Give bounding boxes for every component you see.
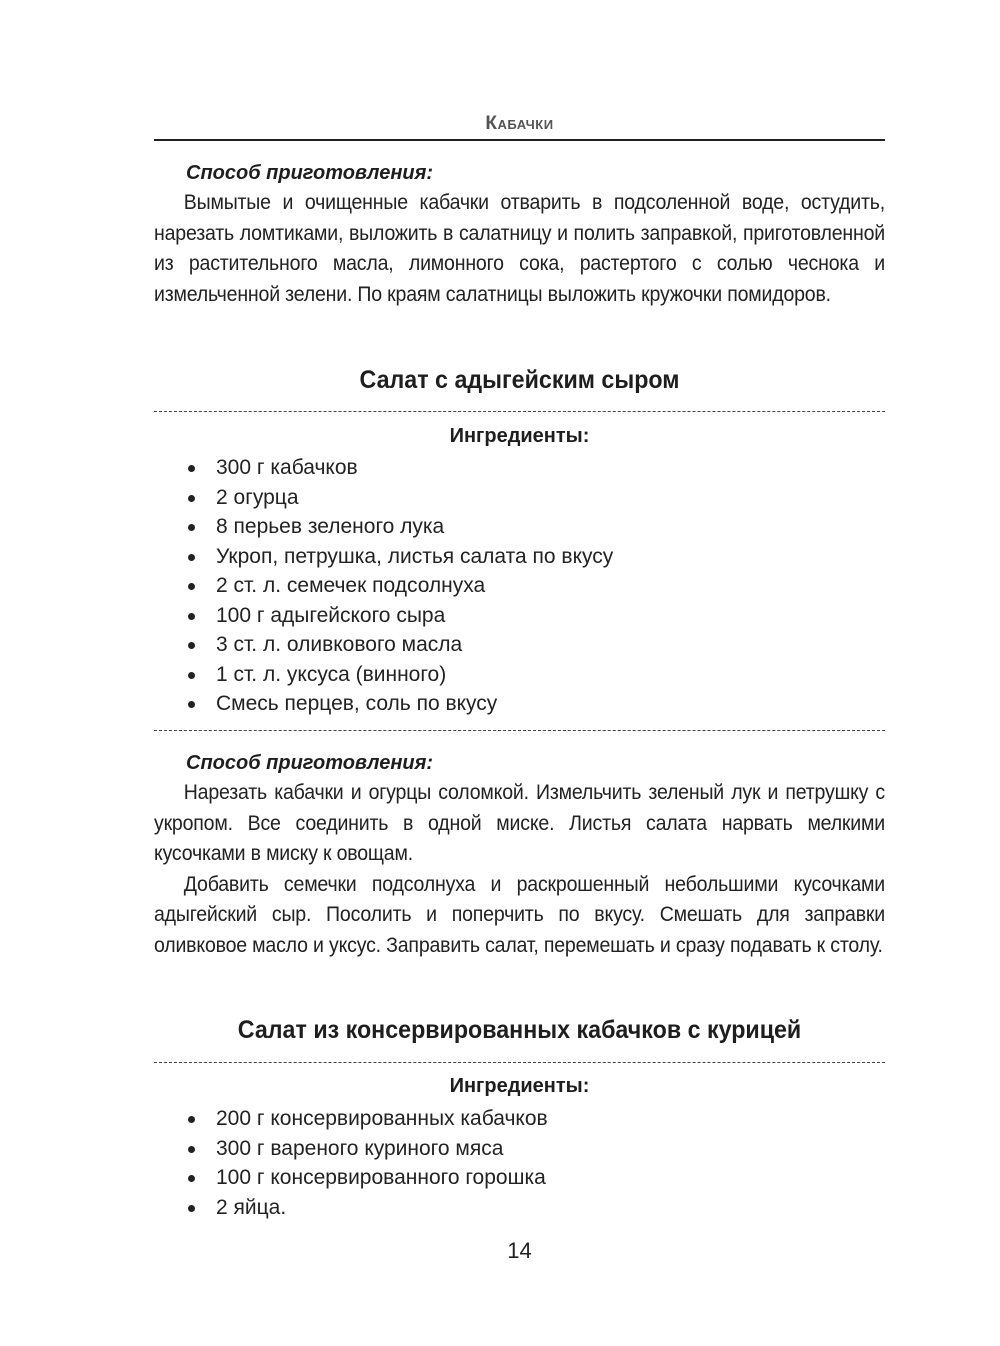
ingredient-item: [154, 542, 885, 572]
ingredient-text: 100 г консервированного горошка: [216, 1166, 546, 1189]
ingredients-label: Ингредиенты:: [449, 1075, 590, 1097]
ingredient-text: 2 огурца: [216, 485, 299, 509]
bullet-icon: [188, 524, 195, 531]
ingredient-text: 2 яйца.: [216, 1195, 287, 1219]
ingredient-text: 2 ст. л. семечек подсолнуха: [216, 574, 486, 597]
method-paragraph: Нарезать кабачки и огурцы соломкой. Измельчить зеленый лук и петрушку с укропом. Все соединить в одной миске. Листья салата нарвать мелкими кусочками в миску к овощам.: [154, 781, 885, 865]
ingredient-text: Смесь перцев, соль по вкусу: [216, 692, 498, 715]
ingredient-item: [154, 1163, 885, 1193]
ingredient-text: 100 г адыгейского сыра: [216, 603, 446, 627]
ingredient-item: [154, 453, 885, 483]
running-head: Кабачки: [485, 113, 554, 134]
method-label: Способ приготовления:: [186, 752, 434, 774]
ingredient-text: 300 г кабачков: [216, 456, 358, 479]
bullet-icon: [188, 642, 195, 649]
ingredient-item: [154, 1134, 885, 1164]
ingredient-item: [154, 660, 885, 690]
dashed-divider: [154, 730, 885, 731]
ingredients-section: [154, 1075, 885, 1098]
ingredient-item: [154, 483, 885, 513]
bullet-icon: [188, 1205, 195, 1212]
ingredient-text: Укроп, петрушка, листья салата по вкусу: [216, 544, 614, 568]
bullet-icon: [188, 1146, 195, 1153]
ingredient-item: [154, 689, 885, 719]
bullet-icon: [188, 701, 195, 708]
ingredient-text: 3 ст. л. оливкового масла: [216, 633, 463, 656]
previous-recipe-method: [154, 158, 885, 310]
ingredient-text: 8 перьев зеленого лука: [216, 515, 445, 538]
ingredients-list: [154, 1104, 885, 1222]
bullet-icon: [188, 554, 195, 561]
ingredient-item: [154, 1104, 885, 1134]
ingredient-text: 300 г вареного куриного мяса: [216, 1136, 504, 1160]
header-rule: [154, 139, 885, 141]
recipe-adyghe-cheese: [154, 366, 885, 395]
ingredient-item: [154, 630, 885, 660]
method-label: Способ приготовления:: [186, 162, 434, 184]
ingredients-list: [154, 453, 885, 719]
ingredients-label: Ингредиенты:: [449, 425, 590, 447]
bullet-icon: [188, 613, 195, 620]
bullet-icon: [188, 672, 195, 679]
ingredients-section: [154, 425, 885, 448]
ingredient-item: [154, 512, 885, 542]
recipe-title: Салат из консервированных кабачков с курицей: [237, 1016, 802, 1044]
ingredient-text: 1 ст. л. уксуса (винного): [216, 662, 447, 686]
method-paragraph: Добавить семечки подсолнуха и раскрошенный небольшими кусочками адыгейский сыр. Посолить и поперчить по вкусу. Смешать для заправки оливковое масло и уксус. Заправить салат, перемешать и сразу подавать к столу.: [154, 872, 885, 957]
page-number: 14: [507, 1238, 532, 1263]
bullet-icon: [188, 1116, 195, 1123]
recipe-method: [154, 748, 885, 961]
ingredient-item: [154, 571, 885, 601]
bullet-icon: [188, 1175, 195, 1182]
ingredient-text: 200 г консервированных кабачков: [216, 1107, 548, 1130]
ingredient-item: [154, 1193, 885, 1223]
dashed-divider: [154, 411, 885, 412]
recipe-canned-zucchini-chicken: [154, 1016, 885, 1045]
recipe-title: Салат с адыгейским сыром: [359, 366, 680, 394]
bullet-icon: [188, 583, 195, 590]
bullet-icon: [188, 495, 195, 502]
bullet-icon: [188, 465, 195, 472]
ingredient-item: [154, 601, 885, 631]
method-paragraph: Вымытые и очищенные кабачки отварить в подсоленной воде, остудить, нарезать ломтиками, выложить в салатницу и полить заправкой, приготовленной из растительного масла, лимонного сока, растертого с солью чеснока и измельченной зелени. По краям салатницы выложить кружочки помидоров.: [154, 191, 885, 306]
dashed-divider: [154, 1062, 885, 1063]
